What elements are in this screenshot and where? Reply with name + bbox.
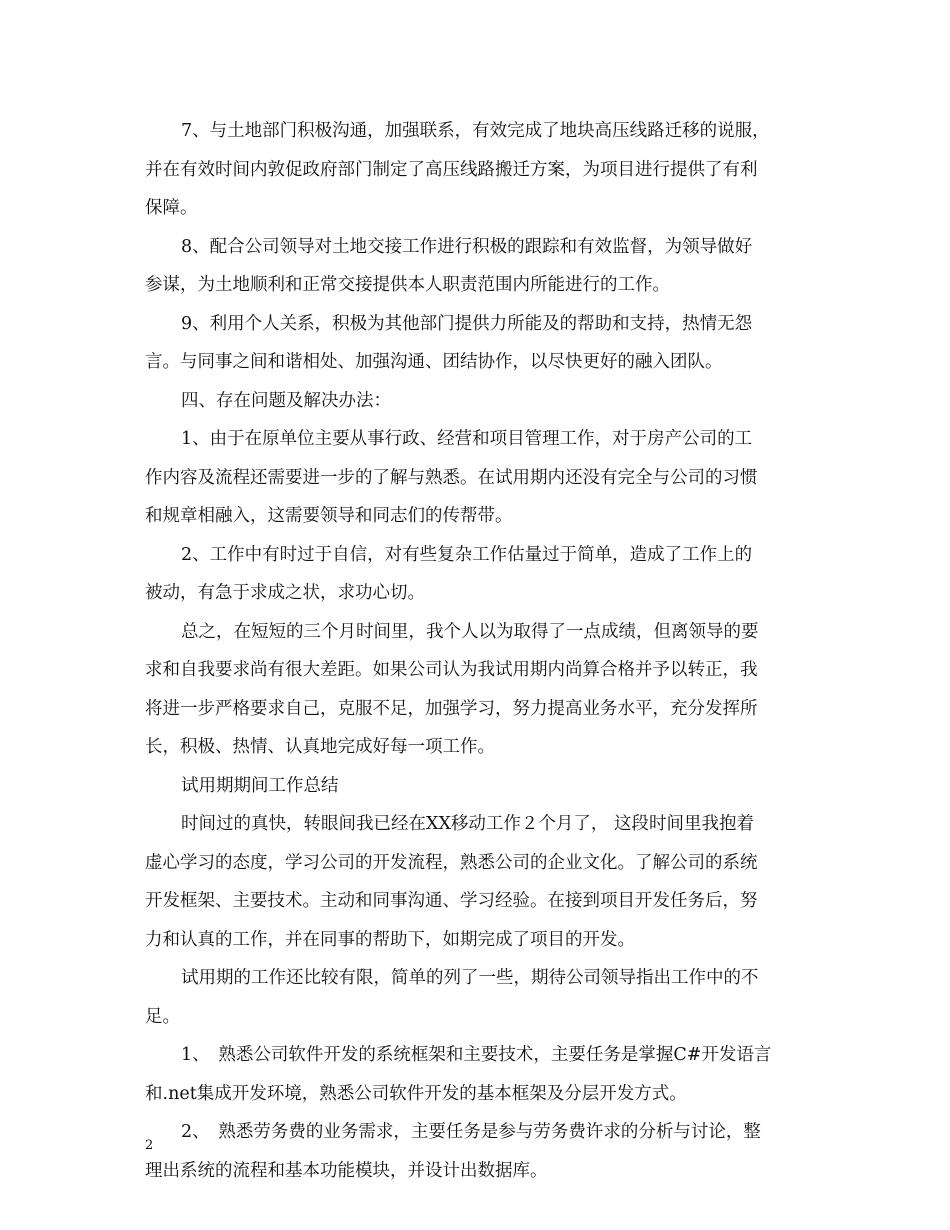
text-line: 和规章相融入，这需要领导和同志们的传帮带。 <box>145 506 513 526</box>
text-line: 2、 熟悉劳务费的业务需求，主要任务是参与劳务费许求的分析与讨论，整 <box>181 1122 761 1142</box>
text-line: 开发框架、主要技术。主动和同事沟通、学习经验。在接到项目开发任务后，努 <box>145 891 758 911</box>
text-line: 7、与土地部门积极沟通，加强联系，有效完成了地块高压线路迁移的说服， <box>181 121 770 141</box>
text-line: 8、配合公司领导对土地交接工作进行积极的跟踪和有效监督，为领导做好 <box>181 236 753 257</box>
text-line: 作内容及流程还需要进一步的了解与熟悉。在试用期内还没有完全与公司的习惯 <box>145 467 758 488</box>
text-line: 虚心学习的态度，学习公司的开发流程，熟悉公司的企业文化。了解公司的系统 <box>145 852 758 873</box>
text-line: 总之，在短短的三个月时间里，我个人以为取得了一点成绩，但离领导的要 <box>181 621 759 642</box>
page-number: 2 <box>145 1138 154 1153</box>
text-line: 将进一步严格要求自己，克服不足，加强学习，努力提高业务水平，充分发挥所 <box>145 698 758 719</box>
text-line: 被动，有急于求成之状，求功心切。 <box>145 583 425 603</box>
text-line: 保障。 <box>145 198 198 218</box>
text-line: 理出系统的流程和基本功能模块，并设计出数据库。 <box>145 1160 548 1181</box>
text-line: 并在有效时间内敦促政府部门制定了高压线路搬迁方案，为项目进行提供了有利 <box>145 159 758 180</box>
text-line: 言。与同事之间和谐相处、加强沟通、团结协作，以尽快更好的融入团队。 <box>145 352 723 372</box>
text-line: 四、存在问题及解决办法： <box>181 390 391 411</box>
text-line: 足。 <box>145 1006 180 1027</box>
text-line: 力和认真的工作，并在同事的帮助下，如期完成了项目的开发。 <box>145 929 635 950</box>
text-line: 9、利用个人关系，积极为其他部门提供力所能及的帮助和支持，热情无怨 <box>181 313 753 334</box>
text-line: 试用期期间工作总结 <box>181 775 339 796</box>
text-line: 2、工作中有时过于自信，对有些复杂工作估量过于简单，造成了工作上的 <box>181 544 753 565</box>
text-line: 1、由于在原单位主要从事行政、经营和项目管理工作，对于房产公司的工 <box>181 429 753 449</box>
body-text <box>145 112 805 1190</box>
text-line: 和.net集成开发环境，熟悉公司软件开发的基本框架及分层开发方式。 <box>145 1083 687 1104</box>
text-line: 试用期的工作还比较有限，简单的列了一些，期待公司领导指出工作中的不 <box>181 968 759 988</box>
text-line: 参谋，为土地顺利和正常交接提供本人职责范围内所能进行的工作。 <box>145 275 670 295</box>
text-line: 求和自我要求尚有很大差距。如果公司认为我试用期内尚算合格并予以转正，我 <box>145 660 758 680</box>
text-line: 长，积极、热情、认真地完成好每一项工作。 <box>145 737 495 757</box>
text-line: 1、 熟悉公司软件开发的系统框架和主要技术，主要任务是掌握C#开发语言 <box>181 1045 772 1065</box>
text-line: 时间过的真快，转眼间我已经在XX移动工作２个月了， 这段时间里我抱着 <box>181 814 754 834</box>
